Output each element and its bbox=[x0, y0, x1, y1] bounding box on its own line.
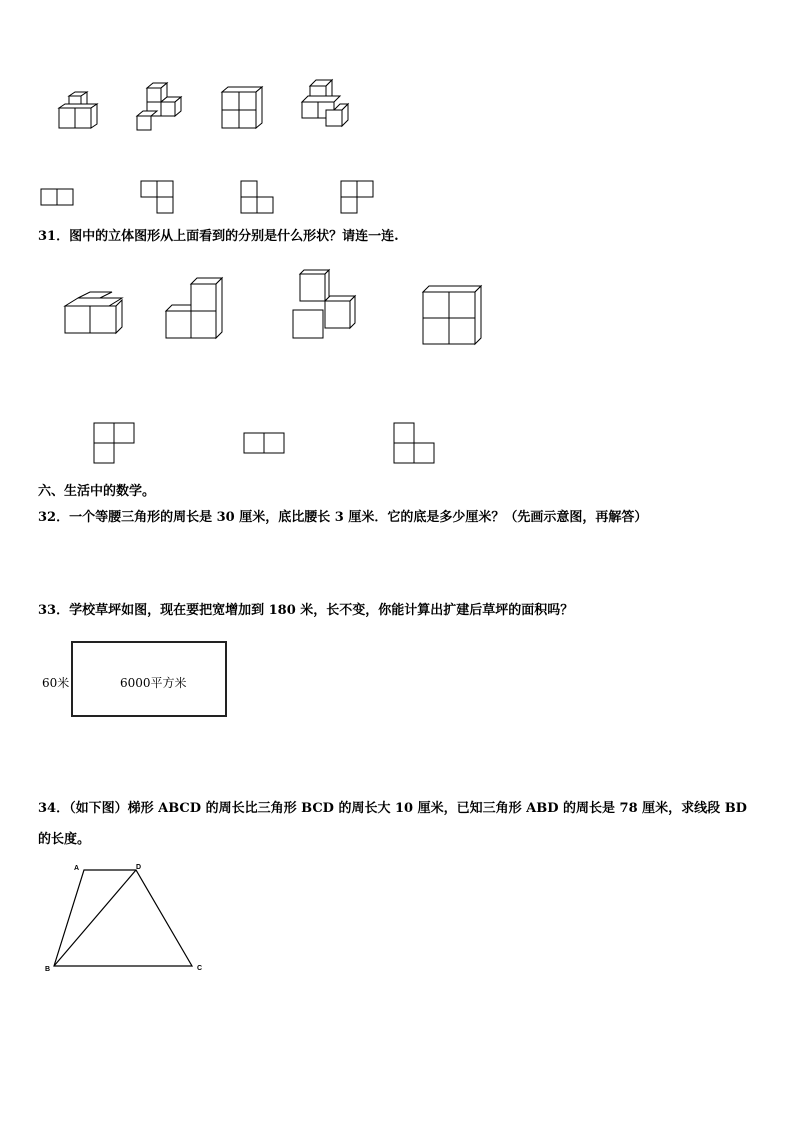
q31-view-shape-3 bbox=[393, 422, 437, 466]
vertex-c-label: C bbox=[197, 965, 203, 972]
q31-view-shape-1 bbox=[93, 422, 137, 466]
top-view-shape-1 bbox=[40, 188, 76, 208]
q31-view-shape-2 bbox=[243, 432, 287, 456]
q31-solid-3 bbox=[290, 268, 360, 342]
question-32: 32．一个等腰三角形的周长是 30 厘米，底比腰长 3 厘米．它的底是多少厘米？（先画示意图，再解答） bbox=[38, 510, 648, 525]
q31-solid-4 bbox=[420, 284, 484, 346]
lawn-rectangle bbox=[71, 641, 227, 717]
section-6-heading: 六、生活中的数学。 bbox=[38, 484, 156, 499]
question-33: 33．学校草坪如图，现在要把宽增加到 180 米，长不变，你能计算出扩建后草坪的面积吗？ bbox=[38, 603, 574, 618]
q31-solid-2 bbox=[163, 276, 229, 340]
vertex-d-label: D bbox=[136, 864, 142, 871]
lawn-width-label: 60米 bbox=[42, 676, 70, 690]
top-solid-2 bbox=[135, 80, 190, 135]
question-34-line-1: 34．（如下图）梯形 ABCD 的周长比三角形 BCD 的周长大 10 厘米，已知三角形 ABD 的周长是 78 厘米，求线段 BD bbox=[38, 801, 747, 816]
question-31: 31．图中的立体图形从上面看到的分别是什么形状？请连一连. bbox=[38, 229, 399, 244]
q31-solid-1 bbox=[62, 290, 128, 338]
vertex-a-label: A bbox=[74, 865, 80, 872]
trapezoid-figure bbox=[40, 860, 220, 975]
top-view-shape-4 bbox=[340, 180, 376, 216]
vertex-b-label: B bbox=[45, 966, 51, 973]
top-solid-1 bbox=[55, 92, 105, 132]
top-view-shape-2 bbox=[140, 180, 176, 216]
top-view-shape-3 bbox=[240, 180, 276, 216]
question-34-line-2: 的长度。 bbox=[38, 832, 91, 847]
top-solid-3 bbox=[218, 84, 270, 132]
top-solid-4 bbox=[298, 76, 356, 132]
lawn-area-label: 6000平方米 bbox=[120, 676, 187, 690]
